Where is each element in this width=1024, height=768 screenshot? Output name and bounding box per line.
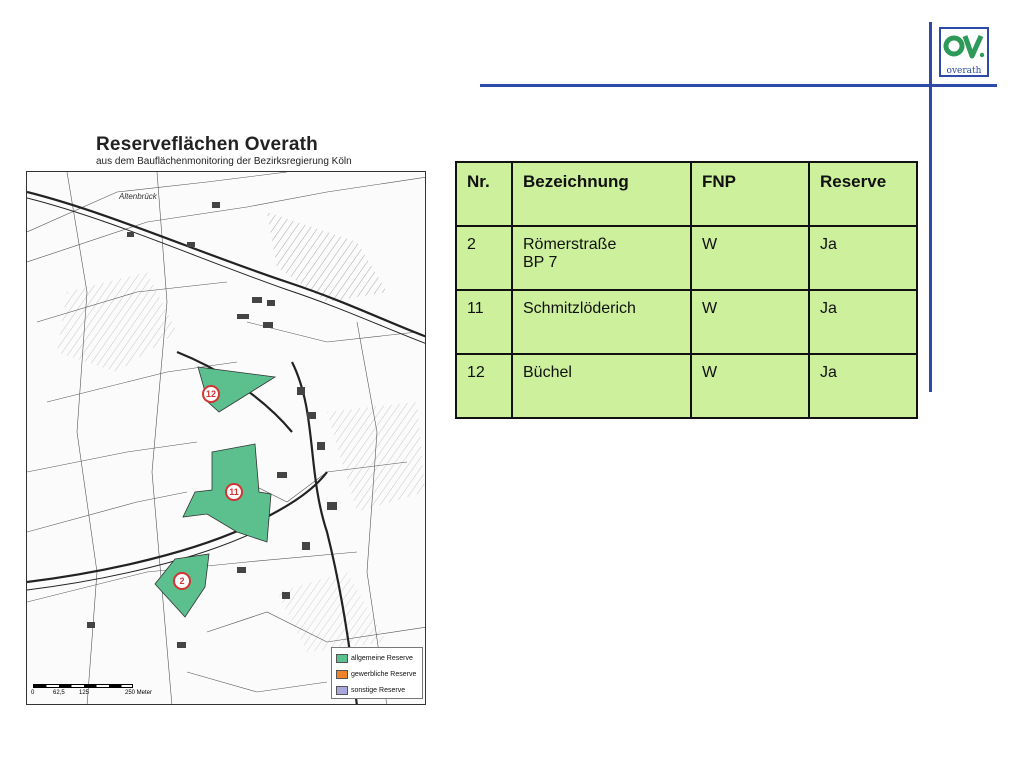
logo-mark-icon	[943, 31, 985, 65]
place-label-altenbrueck: Altenbrück	[119, 192, 157, 201]
legend-swatch	[336, 670, 348, 679]
cell-nr: 12	[456, 354, 512, 418]
cell-bezeichnung	[512, 226, 691, 290]
map-scale-bar	[31, 680, 161, 702]
map-drawing	[27, 172, 426, 705]
map-marker-2: 2	[173, 572, 191, 590]
map-subtitle: aus dem Bauflächenmonitoring der Bezirksregierung Köln	[96, 156, 352, 167]
header-bezeichnung: Bezeichnung	[512, 162, 691, 226]
map-legend	[331, 647, 423, 699]
legend-item-sonstige	[336, 684, 405, 696]
scale-tick-label: 250 Meter	[125, 690, 153, 696]
map-marker-11: 11	[225, 483, 243, 501]
table-row	[456, 226, 917, 290]
cell-nr: 11	[456, 290, 512, 354]
header-fnp: FNP	[691, 162, 809, 226]
cell-fnp: W	[691, 290, 809, 354]
cell-bezeichnung: Schmitzlöderich	[512, 290, 691, 354]
scale-tick-label: 125	[79, 690, 90, 696]
cell-bezeichnung-line2: BP 7	[523, 254, 558, 271]
legend-label: allgemeine Reserve	[351, 654, 413, 662]
map-title: Reserveflächen Overath	[96, 134, 318, 155]
legend-swatch	[336, 654, 348, 663]
scale-tick-label: 62,5	[53, 690, 65, 696]
cell-reserve: Ja	[809, 354, 917, 418]
cell-nr: 2	[456, 226, 512, 290]
scale-bar-graphic	[33, 684, 133, 688]
table-header-row	[456, 162, 917, 226]
cell-bezeichnung-line1: Römerstraße	[523, 236, 617, 253]
cell-fnp: W	[691, 354, 809, 418]
legend-item-allgemeine	[336, 652, 413, 664]
header-rule-vertical	[929, 22, 932, 392]
reserve-table	[455, 161, 918, 419]
cell-fnp: W	[691, 226, 809, 290]
scale-tick-label: 0	[31, 690, 35, 696]
logo-wordmark: overath	[946, 66, 982, 76]
cell-reserve: Ja	[809, 226, 917, 290]
map-marker-12: 12	[202, 385, 220, 403]
cell-bezeichnung: Büchel	[512, 354, 691, 418]
legend-swatch	[336, 686, 348, 695]
cell-reserve: Ja	[809, 290, 917, 354]
overath-logo	[939, 27, 989, 77]
header-rule-horizontal	[480, 84, 997, 87]
header-reserve: Reserve	[809, 162, 917, 226]
table-row	[456, 354, 917, 418]
header-nr: Nr.	[456, 162, 512, 226]
table-row	[456, 290, 917, 354]
reserve-map	[26, 171, 426, 705]
legend-item-gewerbliche	[336, 668, 416, 680]
legend-label: sonstige Reserve	[351, 686, 406, 694]
legend-label: gewerbliche Reserve	[351, 670, 417, 678]
